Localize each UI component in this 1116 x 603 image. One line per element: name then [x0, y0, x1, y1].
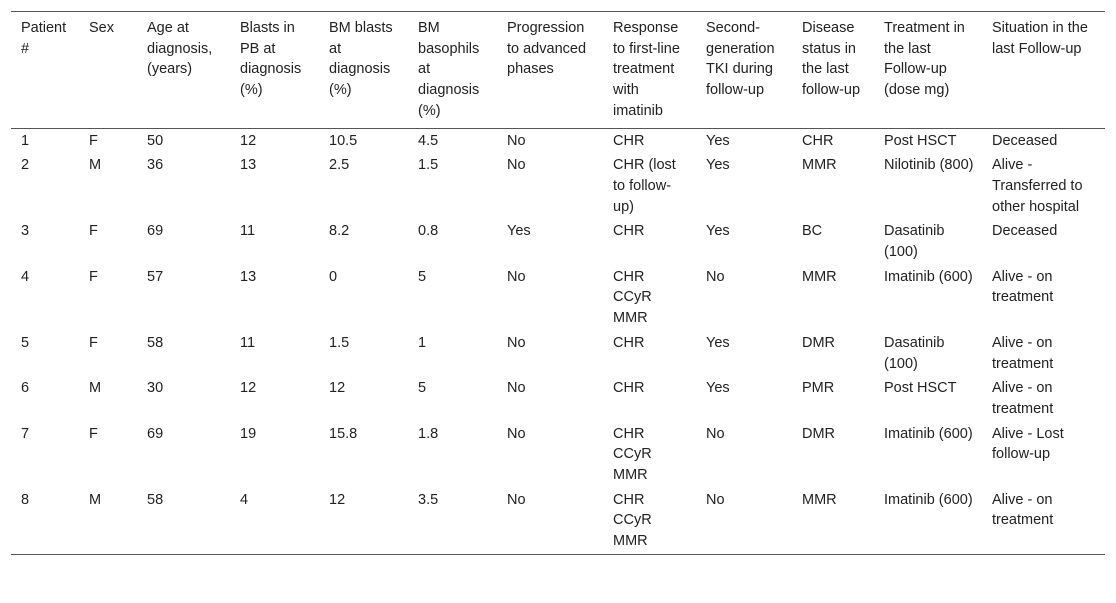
table-row [11, 488, 1105, 555]
table-row [11, 153, 1105, 219]
table-row [11, 265, 1105, 331]
cell-situation: Alive - Transferred to other hospital [992, 157, 1083, 215]
cell-age: 50 [147, 132, 164, 149]
cell-sex: M [89, 491, 102, 508]
cell-bm-blasts: 1.5 [329, 334, 350, 351]
cell-situation: Alive - Lost follow-up [992, 425, 1064, 463]
cell-disease-status: CHR [802, 132, 834, 149]
cell-patient: 3 [21, 223, 30, 240]
cell-pb-blasts: 12 [240, 132, 257, 149]
cell-situation: Deceased [992, 132, 1058, 149]
cell-patient: 4 [21, 268, 30, 285]
table-container [11, 11, 1105, 555]
cell-treatment: Nilotinib (800) [884, 157, 974, 174]
cell-second-tki: Yes [706, 157, 730, 174]
cell-second-tki: No [706, 491, 725, 508]
header-row [11, 12, 1105, 129]
cell-patient: 1 [21, 132, 30, 149]
cell-treatment: Post HSCT [884, 132, 957, 149]
cell-response: CHR [613, 132, 645, 149]
cell-bm-basophils: 1.8 [418, 425, 439, 442]
cell-age: 58 [147, 334, 164, 351]
cell-bm-basophils: 3.5 [418, 491, 439, 508]
cell-sex: F [89, 223, 98, 240]
cell-age: 58 [147, 491, 164, 508]
cell-pb-blasts: 12 [240, 380, 257, 397]
cell-bm-basophils: 0.8 [418, 223, 439, 240]
cell-disease-status: BC [802, 223, 823, 240]
column-header-pb-blasts: Blasts in PB at diagnosis (%) [240, 20, 302, 99]
cell-pb-blasts: 19 [240, 425, 257, 442]
cell-bm-blasts: 15.8 [329, 425, 358, 442]
cell-progression: No [507, 380, 526, 397]
cell-disease-status: DMR [802, 334, 836, 351]
cell-disease-status: MMR [802, 268, 837, 285]
column-header-situation: Situation in the last Follow-up [992, 20, 1088, 57]
cell-patient: 5 [21, 334, 30, 351]
cell-situation: Deceased [992, 223, 1058, 240]
column-header-bm-blasts: BM blasts at diagnosis (%) [329, 20, 393, 99]
cell-second-tki: Yes [706, 223, 730, 240]
cell-bm-blasts: 0 [329, 268, 338, 285]
cell-bm-blasts: 12 [329, 491, 346, 508]
cell-bm-basophils: 1.5 [418, 157, 439, 174]
table-row [11, 422, 1105, 488]
cell-treatment: Post HSCT [884, 380, 957, 397]
cell-bm-basophils: 4.5 [418, 132, 439, 149]
cell-second-tki: Yes [706, 380, 730, 397]
column-header-second-tki: Second-generation TKI during follow-up [706, 20, 775, 99]
cell-second-tki: No [706, 425, 725, 442]
cell-disease-status: MMR [802, 157, 837, 174]
cell-bm-blasts: 2.5 [329, 157, 350, 174]
cell-progression: No [507, 491, 526, 508]
cell-second-tki: Yes [706, 334, 730, 351]
cell-age: 57 [147, 268, 164, 285]
column-header-patient: Patient # [21, 20, 67, 57]
cell-patient: 7 [21, 425, 30, 442]
cell-treatment: Imatinib (600) [884, 491, 973, 508]
cell-progression: Yes [507, 223, 531, 240]
cell-progression: No [507, 157, 526, 174]
cell-treatment: Imatinib (600) [884, 425, 973, 442]
cell-disease-status: DMR [802, 425, 836, 442]
cell-response: CHR [613, 334, 645, 351]
cell-second-tki: No [706, 268, 725, 285]
cell-sex: F [89, 425, 98, 442]
cell-treatment: Dasatinib (100) [884, 223, 945, 261]
column-header-progression: Progression to advanced phases [507, 20, 587, 78]
cell-sex: F [89, 334, 98, 351]
cell-pb-blasts: 13 [240, 268, 257, 285]
cell-bm-basophils: 1 [418, 334, 427, 351]
cell-sex: F [89, 268, 98, 285]
column-header-bm-basophils: BM basophils at diagnosis (%) [418, 20, 480, 119]
cell-pb-blasts: 11 [240, 334, 256, 351]
cell-patient: 6 [21, 380, 30, 397]
table-body [11, 128, 1105, 554]
table-row [11, 219, 1105, 264]
cell-disease-status: MMR [802, 491, 837, 508]
patient-table [11, 11, 1105, 555]
table-row [11, 376, 1105, 421]
cell-situation: Alive - on treatment [992, 334, 1054, 372]
cell-pb-blasts: 4 [240, 491, 249, 508]
cell-situation: Alive - on treatment [992, 380, 1054, 417]
cell-pb-blasts: 11 [240, 223, 256, 240]
table-row [11, 331, 1105, 376]
column-header-response: Response to first-line treatment with imatinib [613, 20, 680, 119]
cell-disease-status: PMR [802, 380, 835, 397]
cell-progression: No [507, 132, 526, 149]
column-header-treatment: Treatment in the last Follow-up (dose mg) [884, 20, 965, 99]
cell-patient: 8 [21, 491, 30, 508]
cell-treatment: Dasatinib (100) [884, 334, 945, 372]
cell-bm-basophils: 5 [418, 380, 427, 397]
cell-response: CHR [613, 223, 645, 240]
cell-situation: Alive - on treatment [992, 268, 1054, 306]
cell-sex: M [89, 380, 102, 397]
cell-treatment: Imatinib (600) [884, 268, 973, 285]
cell-response: CHR CCyR MMR [613, 268, 652, 327]
cell-bm-blasts: 10.5 [329, 132, 358, 149]
cell-second-tki: Yes [706, 132, 730, 149]
cell-progression: No [507, 334, 526, 351]
cell-age: 69 [147, 223, 164, 240]
table-row [11, 128, 1105, 153]
column-header-disease-status: Disease status in the last follow-up [802, 20, 861, 99]
column-header-age: Age at diagnosis, (years) [147, 20, 213, 78]
cell-patient: 2 [21, 157, 30, 174]
cell-response: CHR CCyR MMR [613, 425, 652, 484]
cell-response: CHR [613, 380, 645, 397]
cell-age: 36 [147, 157, 164, 174]
cell-progression: No [507, 268, 526, 285]
cell-age: 69 [147, 425, 164, 442]
cell-bm-blasts: 12 [329, 380, 346, 397]
cell-situation: Alive - on treatment [992, 491, 1054, 529]
cell-bm-basophils: 5 [418, 268, 427, 285]
cell-response: CHR (lost to follow-up) [613, 157, 676, 215]
cell-response: CHR CCyR MMR [613, 491, 652, 550]
cell-sex: M [89, 157, 102, 174]
cell-pb-blasts: 13 [240, 157, 257, 174]
cell-progression: No [507, 425, 526, 442]
cell-sex: F [89, 132, 98, 149]
cell-age: 30 [147, 380, 164, 397]
cell-bm-blasts: 8.2 [329, 223, 350, 240]
column-header-sex: Sex [89, 20, 114, 36]
